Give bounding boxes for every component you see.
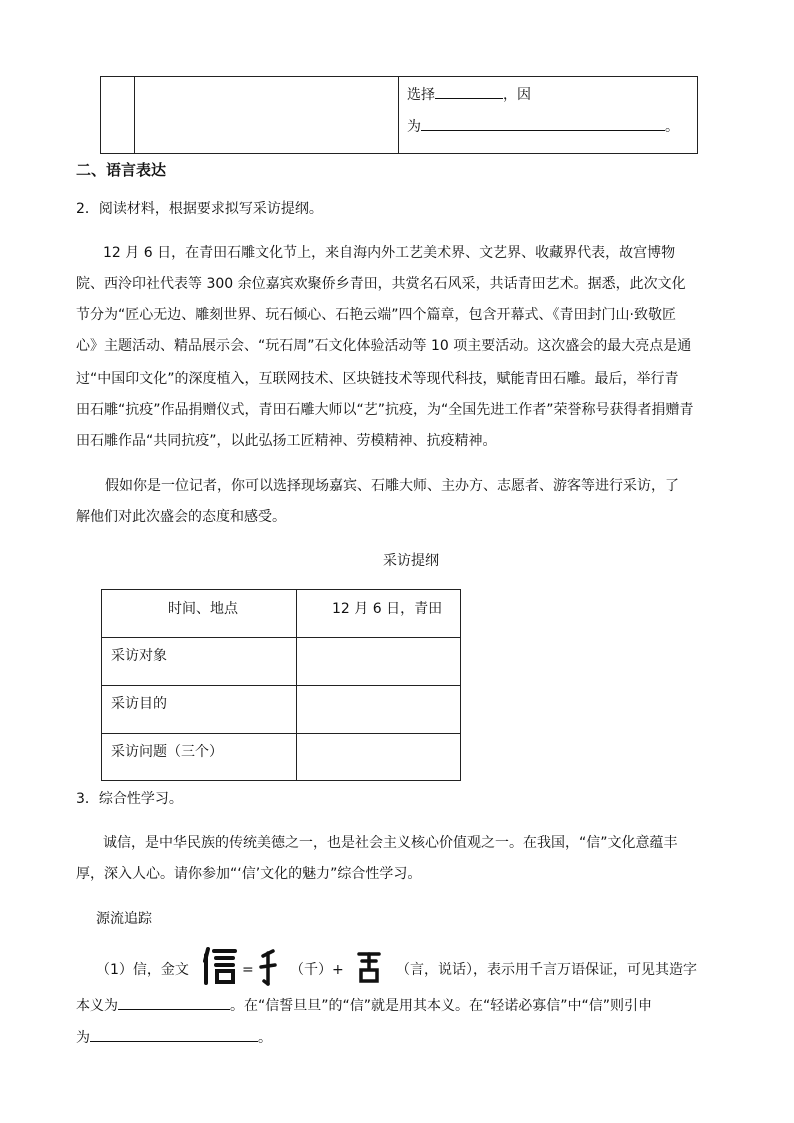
equals-sign: = (242, 962, 254, 978)
original-meaning-blank[interactable] (118, 995, 230, 1010)
original-meaning-prefix: 本义为 (76, 998, 118, 1014)
paragraph-line: 假如你是一位记者，你可以选择现场嘉宾、石雕大师、主办方、志愿者、游客等进行采访，了 (105, 478, 679, 494)
questions-label: 采访问题（三个） (111, 744, 223, 760)
time-place-value: 12 月 6 日，青田 (332, 601, 443, 617)
reason-line (407, 116, 679, 137)
question-2-prompt: 2．阅读材料，根据要求拟写采访提纲。 (76, 201, 323, 217)
yan-note: （言，说话），表示用千言万语保证，可见其造字 (396, 962, 697, 978)
bronze-script-qian-glyph (257, 947, 279, 987)
section-heading: 二、语言表达 (76, 161, 167, 179)
answer-table-fragment (100, 76, 698, 154)
time-place-label: 时间、地点 (168, 601, 238, 617)
choice-prefix: 选择 (407, 87, 435, 103)
table-divider (398, 77, 399, 153)
paragraph-line: 解他们对此次盛会的态度和感受。 (76, 509, 286, 525)
reason-prefix: 为 (407, 119, 421, 135)
item-1-lead: （1）信，金文 (96, 962, 189, 978)
questions-answer-cell[interactable] (298, 734, 460, 780)
paragraph-line: 院、西泠印社代表等 300 余位嘉宾欢聚侨乡青田，共赏名石风采，共话青田艺术。据悉，此次文化 (76, 276, 686, 292)
paragraph-line: 诚信，是中华民族的传统美德之一，也是社会主义核心价值观之一。在我国，“信”文化意蕴丰 (103, 835, 678, 851)
choice-suffix: ，因 (503, 87, 531, 103)
interview-outline-table (101, 589, 461, 781)
table-title: 采访提纲 (383, 553, 439, 569)
paragraph-line: 田石雕作品“共同抗疫”，以此弘扬工匠精神、劳模精神、抗疫精神。 (76, 433, 497, 449)
paragraph-line: 心》主题活动、精品展示会、“玩石周”石文化体验活动等 10 项主要活动。这次盛会的最大亮点是通 (76, 338, 692, 354)
paragraph-line: 12 月 6 日，在青田石雕文化节上，来自海内外工艺美术界、文艺界、收藏界代表，故宫博物 (103, 245, 676, 261)
choice-line (407, 84, 531, 105)
paragraph-line: 厚，深入人心。请你参加“‘信’文化的魅力”综合性学习。 (76, 866, 422, 882)
question-3-prompt: 3．综合性学习。 (76, 791, 183, 807)
reason-suffix: 。 (665, 119, 679, 135)
extended-meaning-prefix: 为 (76, 1030, 90, 1046)
paragraph-line: 田石雕“抗疫”作品捐赠仪式，青田石雕大师以“艺”抗疫，为“全国先进工作者”荣誉称号获得者捐赠青 (76, 402, 694, 418)
extended-meaning-line (76, 1027, 272, 1048)
purpose-answer-cell[interactable] (298, 686, 460, 732)
extended-meaning-blank[interactable] (90, 1027, 258, 1042)
table-divider (134, 77, 135, 153)
interviewee-label: 采访对象 (111, 648, 167, 664)
paragraph-line: 节分为“匠心无边、雕刻世界、玩石倾心、石艳云端”四个篇章，包含开幕式、《青田封门山·致敬匠 (76, 307, 676, 323)
qian-note: （千）+ (290, 962, 344, 978)
original-meaning-suffix: 。在“信誓旦旦”的“信”就是用其本义。在“轻诺必寡信”中“信”则引申 (230, 998, 653, 1014)
interviewee-answer-cell[interactable] (298, 638, 460, 684)
choice-blank[interactable] (435, 84, 503, 99)
paragraph-line: 过“中国印文化”的深度植入，互联网技术、区块链技术等现代科技，赋能青田石雕。最后，举行青 (76, 371, 679, 387)
purpose-label: 采访目的 (111, 696, 167, 712)
bronze-script-yan-glyph (354, 950, 384, 984)
original-meaning-line (76, 995, 652, 1016)
reason-blank[interactable] (421, 116, 665, 131)
bronze-script-xin-glyph (199, 945, 241, 987)
subheading-source-tracing: 源流追踪 (96, 911, 152, 927)
extended-meaning-suffix: 。 (258, 1030, 272, 1046)
